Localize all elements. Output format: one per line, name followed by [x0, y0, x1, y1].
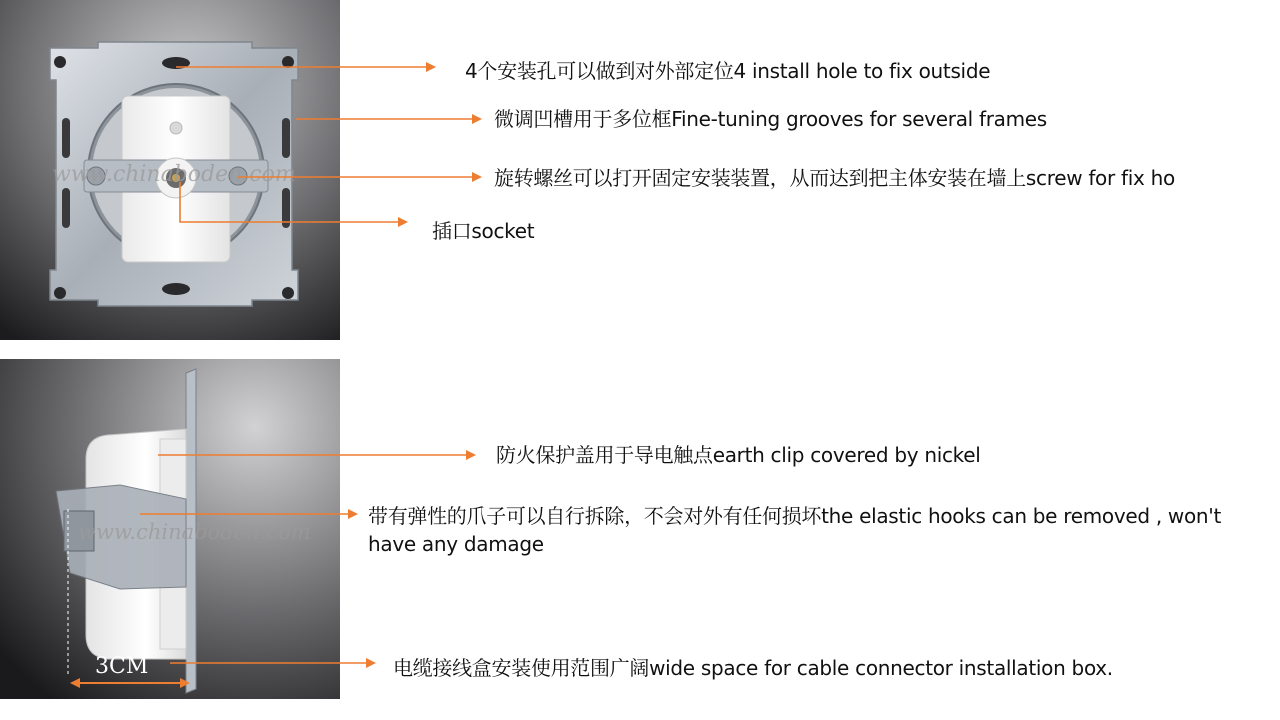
watermark-top: www.chinaboden.com: [52, 162, 296, 187]
callout-cable-box: 电缆接线盒安装使用范围广阔wide space for cable connector installation box.: [393, 656, 1113, 680]
watermark-bottom: www.chinaboden.com: [78, 520, 311, 544]
callout-install-hole: 4个安装孔可以做到对外部定位4 install hole to fix outside: [465, 59, 991, 83]
side-view-photo: [0, 359, 340, 699]
callout-screw: 旋转螺丝可以打开固定安装装置，从而达到把主体安装在墙上screw for fix ho: [494, 166, 1175, 190]
callout-fine-tuning: 微调凹槽用于多位框Fine-tuning grooves for several frames: [494, 107, 1047, 131]
callout-elastic-hooks: 带有弹性的爪子可以自行拆除，不会对外有任何损坏the elastic hooks can be removed , won't have any damage: [368, 504, 1222, 556]
dimension-label: 3CM: [95, 654, 149, 679]
front-view-photo: [0, 0, 340, 340]
callout-socket: 插口socket: [432, 219, 535, 243]
callout-earth-clip: 防火保护盖用于导电触点earth clip covered by nickel: [496, 443, 981, 467]
